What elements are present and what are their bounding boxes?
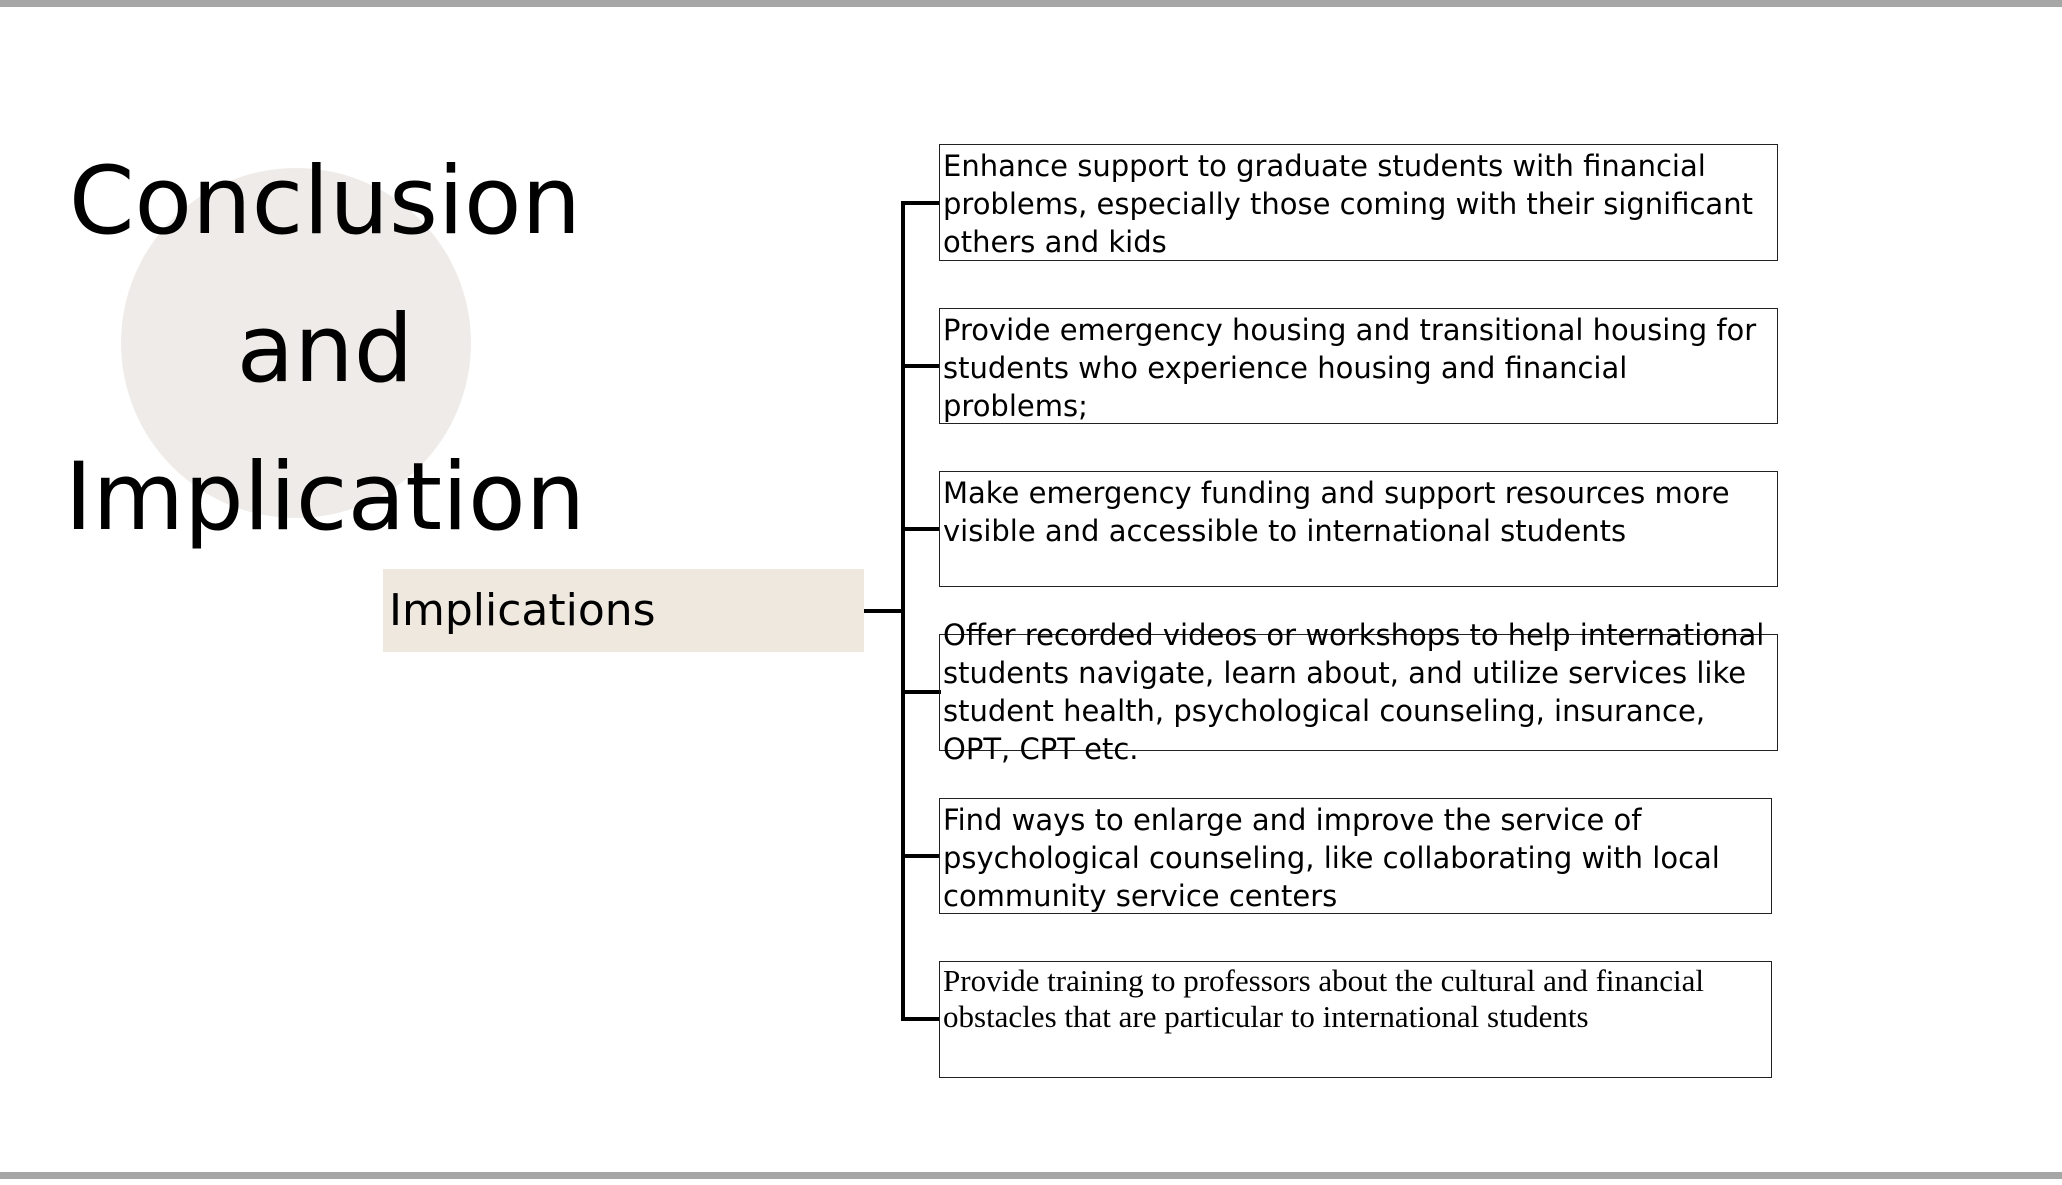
branch-node-6 — [939, 961, 1772, 1078]
root-node-label: Implications — [389, 585, 656, 636]
branch-node-2-text: Provide emergency housing and transitional housing for students who experience housing and financial problems; — [943, 313, 1757, 423]
branch-node-5-text: Find ways to enlarge and improve the service of psychological counseling, like collaborating with local community service centers — [943, 803, 1720, 913]
title-line-3: Implication — [64, 443, 586, 552]
branch-node-6-text: Provide training to professors about the cultural and financial obstacles that are particular to international students — [943, 963, 1705, 1034]
bottom-rule — [0, 1172, 2062, 1179]
branch-node-2 — [939, 308, 1778, 424]
title-line-1: Conclusion — [68, 147, 582, 256]
branch-node-5 — [939, 798, 1772, 914]
branch-node-4 — [939, 618, 1778, 766]
branch-node-1 — [939, 144, 1778, 261]
branch-node-1-text: Enhance support to graduate students with financial problems, especially those coming with their significant others and kids — [943, 149, 1753, 259]
root-node-implications — [383, 569, 864, 652]
branch-node-4-text: Offer recorded videos or workshops to help international students navigate, learn about, and utilize services like student health, psychological counseling, insurance, OPT, CPT etc. — [943, 618, 1765, 766]
slide-title — [60, 128, 590, 572]
top-rule — [0, 0, 2062, 7]
branch-node-3 — [939, 471, 1778, 587]
branch-node-3-text: Make emergency funding and support resources more visible and accessible to international students — [943, 476, 1730, 548]
title-line-2: and — [236, 295, 414, 404]
